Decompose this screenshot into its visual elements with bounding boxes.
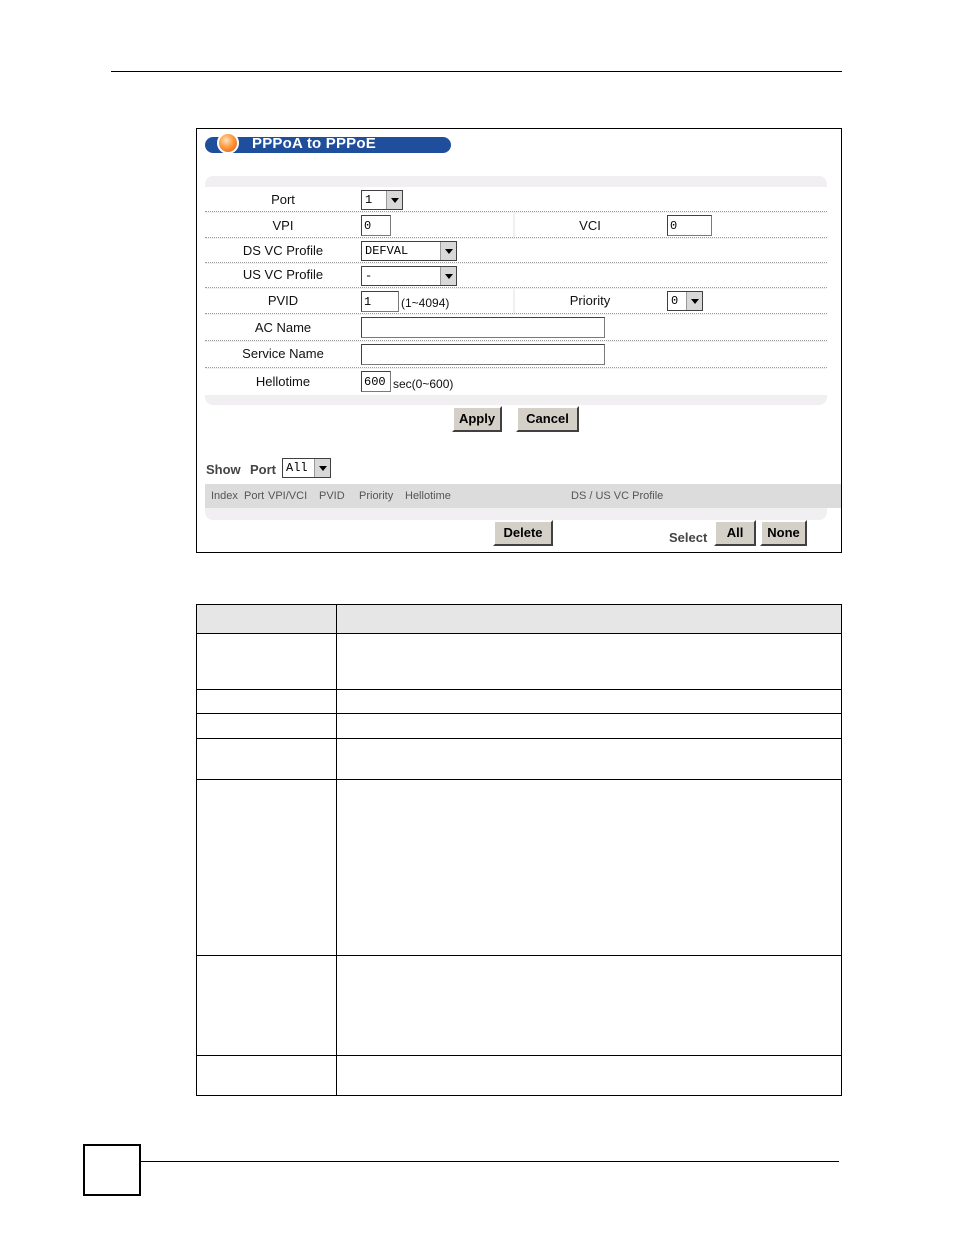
col-port: Port (244, 490, 265, 502)
select-none-button[interactable]: None (760, 520, 807, 546)
col-hellotime: Hellotime (405, 490, 451, 502)
filter-port-select[interactable] (282, 458, 331, 478)
ds-vc-profile-value: DEFVAL (365, 244, 409, 258)
vci-input[interactable]: 0 (667, 215, 712, 236)
ds-vc-profile-select[interactable] (361, 241, 457, 261)
footer-rule (139, 1161, 839, 1162)
pvid-label: PVID (267, 293, 299, 308)
hellotime-row (205, 369, 827, 395)
vpi-label: VPI (272, 218, 294, 233)
col-priority: Priority (359, 490, 394, 502)
col-ds-us-vc-profile: DS / US VC Profile (571, 490, 664, 502)
chevron-down-icon (440, 242, 456, 260)
ds-vc-profile-label: DS VC Profile (242, 243, 324, 258)
us-vc-profile-value: - (365, 269, 373, 283)
port-select-value: 1 (365, 193, 373, 207)
title-orb-icon (217, 132, 239, 154)
header-rule (111, 71, 842, 72)
entries-list-body (205, 508, 827, 520)
vpi-input[interactable]: 0 (361, 215, 391, 236)
table-row-divider (197, 955, 841, 956)
page-number-box (83, 1144, 141, 1196)
priority-label: Priority (569, 293, 611, 308)
filter-port-label: Port (250, 462, 276, 477)
settings-form-panel (205, 176, 827, 405)
vci-label: VCI (579, 218, 601, 233)
ds-vc-profile-row (205, 239, 827, 263)
table-row-divider (197, 713, 841, 714)
table-header-row (197, 605, 841, 634)
service-name-label: Service Name (242, 346, 324, 361)
delete-button[interactable]: Delete (493, 520, 553, 546)
hellotime-range-hint: sec(0~600) (393, 377, 454, 391)
table-column-divider (336, 605, 337, 1095)
pvid-input[interactable]: 1 (361, 291, 399, 312)
table-row-divider (197, 1055, 841, 1056)
col-index: Index (211, 490, 238, 502)
chevron-down-icon (314, 459, 330, 477)
table-row-divider (197, 779, 841, 780)
us-vc-profile-select[interactable] (361, 266, 457, 286)
port-row (205, 187, 827, 212)
select-all-button[interactable]: All (714, 520, 756, 546)
service-name-row (205, 342, 827, 368)
description-table (196, 604, 842, 1096)
vpi-vci-row (205, 213, 827, 238)
ac-name-input[interactable] (361, 317, 605, 338)
ac-name-label: AC Name (254, 320, 312, 335)
hellotime-label: Hellotime (255, 374, 311, 389)
select-label: Select (669, 530, 708, 545)
apply-button[interactable]: Apply (452, 406, 502, 432)
hellotime-input[interactable]: 600 (361, 371, 391, 392)
us-vc-profile-row (205, 264, 827, 288)
pvid-range-hint: (1~4094) (401, 296, 450, 310)
pppoa-to-pppoe-screen (196, 128, 842, 553)
port-label: Port (271, 192, 295, 207)
filter-port-value: All (286, 461, 308, 475)
entries-list-header (205, 484, 841, 508)
ac-name-row (205, 315, 827, 341)
show-label: Show (206, 462, 241, 477)
us-vc-profile-label: US VC Profile (242, 267, 324, 282)
col-vpi-vci: VPI/VCI (268, 490, 308, 502)
priority-value: 0 (671, 294, 679, 308)
table-row-divider (197, 689, 841, 690)
table-row-divider (197, 738, 841, 739)
priority-select[interactable] (667, 291, 703, 311)
chevron-down-icon (440, 267, 456, 285)
col-pvid: PVID (319, 490, 345, 502)
pvid-priority-row (205, 289, 827, 314)
service-name-input[interactable] (361, 344, 605, 365)
chevron-down-icon (686, 292, 702, 310)
chevron-down-icon (386, 191, 402, 209)
port-select[interactable] (361, 190, 403, 210)
cancel-button[interactable]: Cancel (516, 406, 579, 432)
page-title: PPPoA to PPPoE (252, 135, 376, 152)
